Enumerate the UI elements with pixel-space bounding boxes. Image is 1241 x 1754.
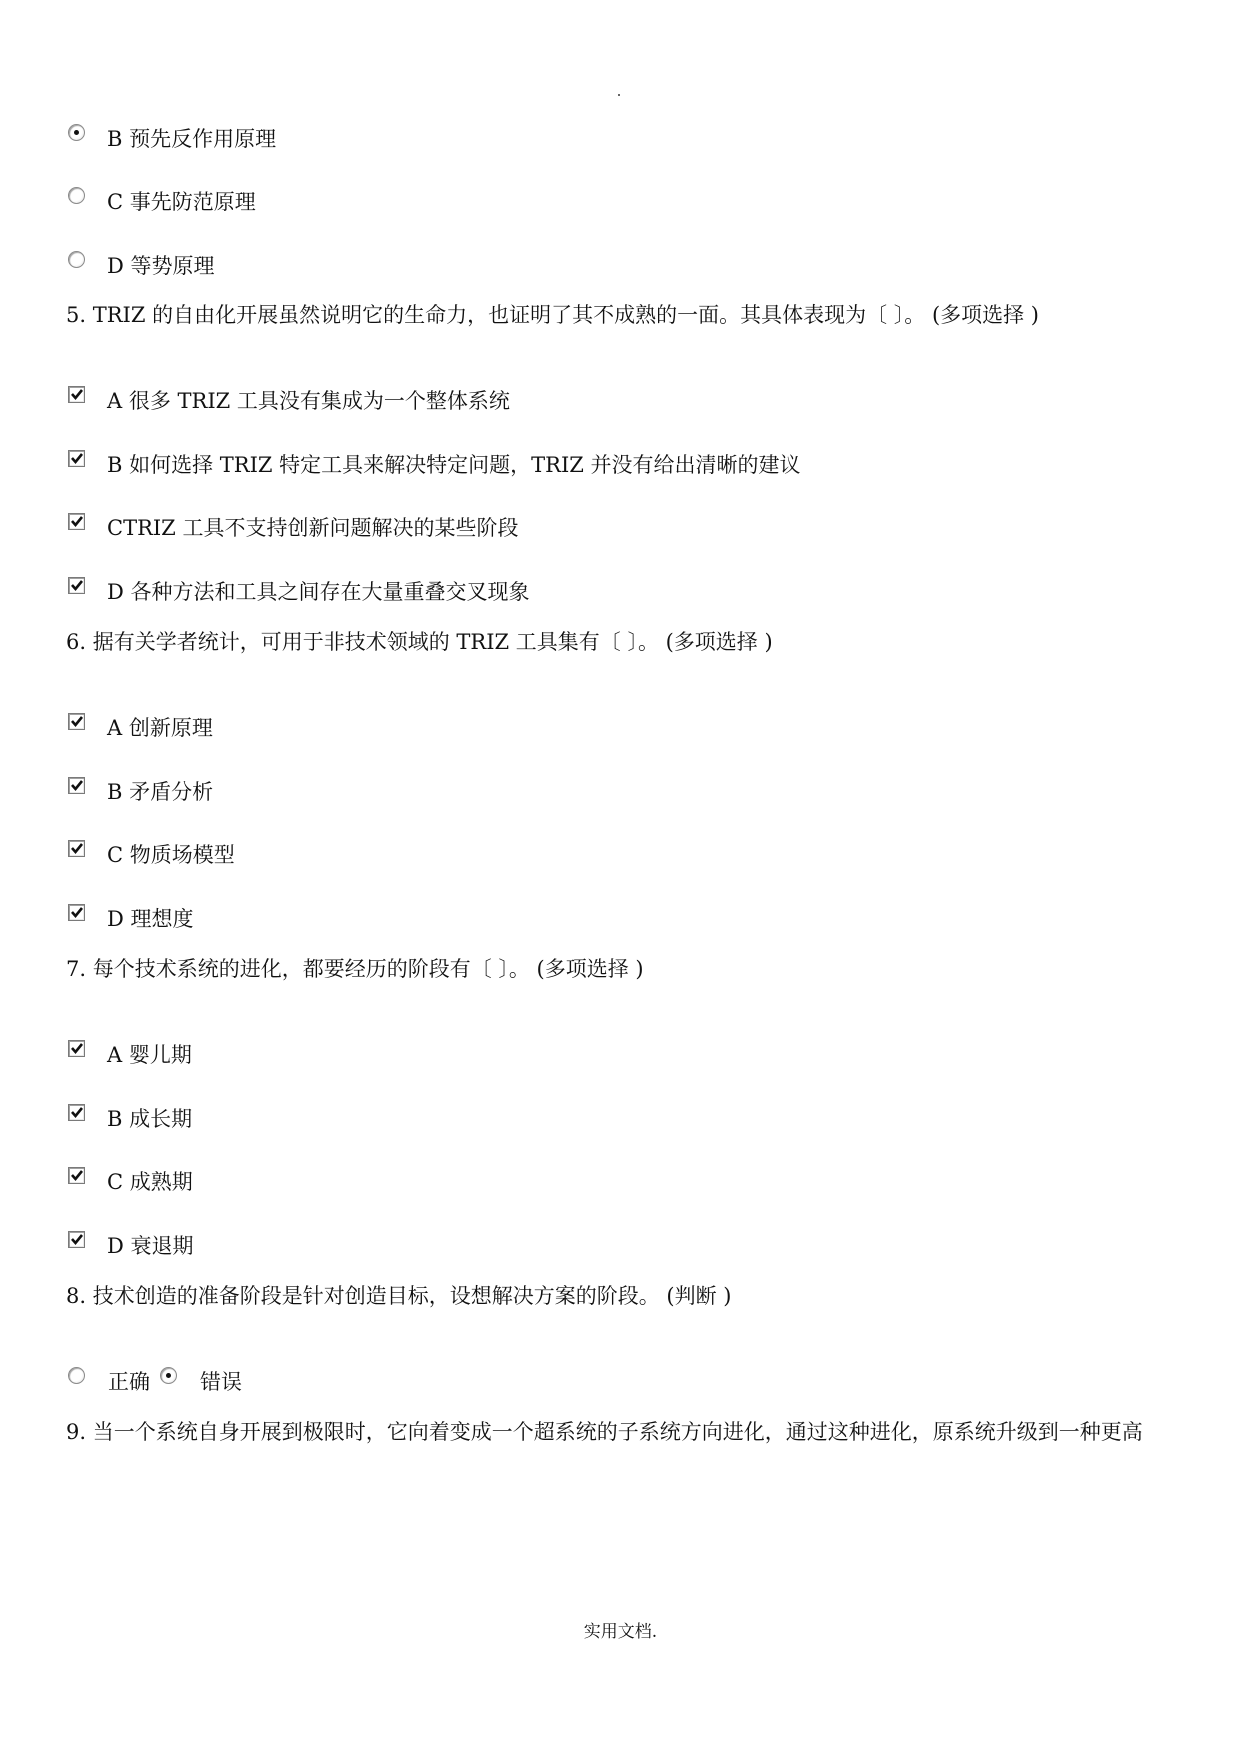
option-label: C 成熟期 <box>107 1170 193 1194</box>
checkbox-checked-icon[interactable] <box>68 904 85 921</box>
question-text: 5. TRIZ 的自由化开展虽然说明它的生命力，也证明了其不成熟的一面。其具体表现为〔 〕。 (多项选择 ) <box>66 303 1039 327</box>
question-text: 7. 每个技术系统的进化，都要经历的阶段有〔 〕。 (多项选择 ) <box>66 957 644 981</box>
checkbox-checked-icon[interactable] <box>68 450 85 467</box>
option-label: D 各种方法和工具之间存在大量重叠交叉现象 <box>107 580 530 604</box>
option-label: B 如何选择 TRIZ 特定工具来解决特定问题，TRIZ 并没有给出清晰的建议 <box>107 453 801 477</box>
page-footer: 实用文档. <box>583 1622 658 1642</box>
checkbox-checked-icon[interactable] <box>68 1040 85 1057</box>
option-label: A 婴儿期 <box>107 1043 192 1067</box>
checkbox-checked-icon[interactable] <box>68 1104 85 1121</box>
checkbox-checked-icon[interactable] <box>68 577 85 594</box>
checkbox-checked-icon[interactable] <box>68 1167 85 1184</box>
radio-selected-icon[interactable] <box>160 1367 177 1384</box>
page-mark <box>618 94 620 96</box>
option-label: D 等势原理 <box>107 254 215 278</box>
true-label: 正确 <box>108 1370 150 1394</box>
option-label: A 创新原理 <box>107 716 213 740</box>
option-label: C 物质场模型 <box>107 843 235 867</box>
radio-selected-icon[interactable] <box>68 124 85 141</box>
q8-options <box>0 1367 400 1397</box>
option-label: D 理想度 <box>107 907 194 931</box>
checkbox-checked-icon[interactable] <box>68 713 85 730</box>
option-label: C 事先防范原理 <box>107 190 256 214</box>
option-label: B 矛盾分析 <box>107 780 214 804</box>
checkbox-checked-icon[interactable] <box>68 1231 85 1248</box>
option-label: D 衰退期 <box>107 1234 194 1258</box>
question-text: 6. 据有关学者统计，可用于非技术领域的 TRIZ 工具集有〔 〕。 (多项选择 ) <box>66 630 773 654</box>
radio-icon[interactable] <box>68 251 85 268</box>
checkbox-checked-icon[interactable] <box>68 513 85 530</box>
checkbox-checked-icon[interactable] <box>68 386 85 403</box>
radio-icon[interactable] <box>68 1367 85 1384</box>
checkbox-checked-icon[interactable] <box>68 777 85 794</box>
radio-icon[interactable] <box>68 187 85 204</box>
option-label: CTRIZ 工具不支持创新问题解决的某些阶段 <box>107 516 519 540</box>
checkbox-checked-icon[interactable] <box>68 840 85 857</box>
option-label: B 成长期 <box>107 1107 193 1131</box>
false-label: 错误 <box>200 1370 242 1394</box>
question-text: 8. 技术创造的准备阶段是针对创造目标，设想解决方案的阶段。 (判断 ) <box>66 1284 732 1308</box>
option-label: A 很多 TRIZ 工具没有集成为一个整体系统 <box>107 389 510 413</box>
question-text: 9. 当一个系统自身开展到极限时，它向着变成一个超系统的子系统方向进化，通过这种进化，原系统升级到一种更高 <box>66 1420 1143 1444</box>
option-label: B 预先反作用原理 <box>107 127 277 151</box>
